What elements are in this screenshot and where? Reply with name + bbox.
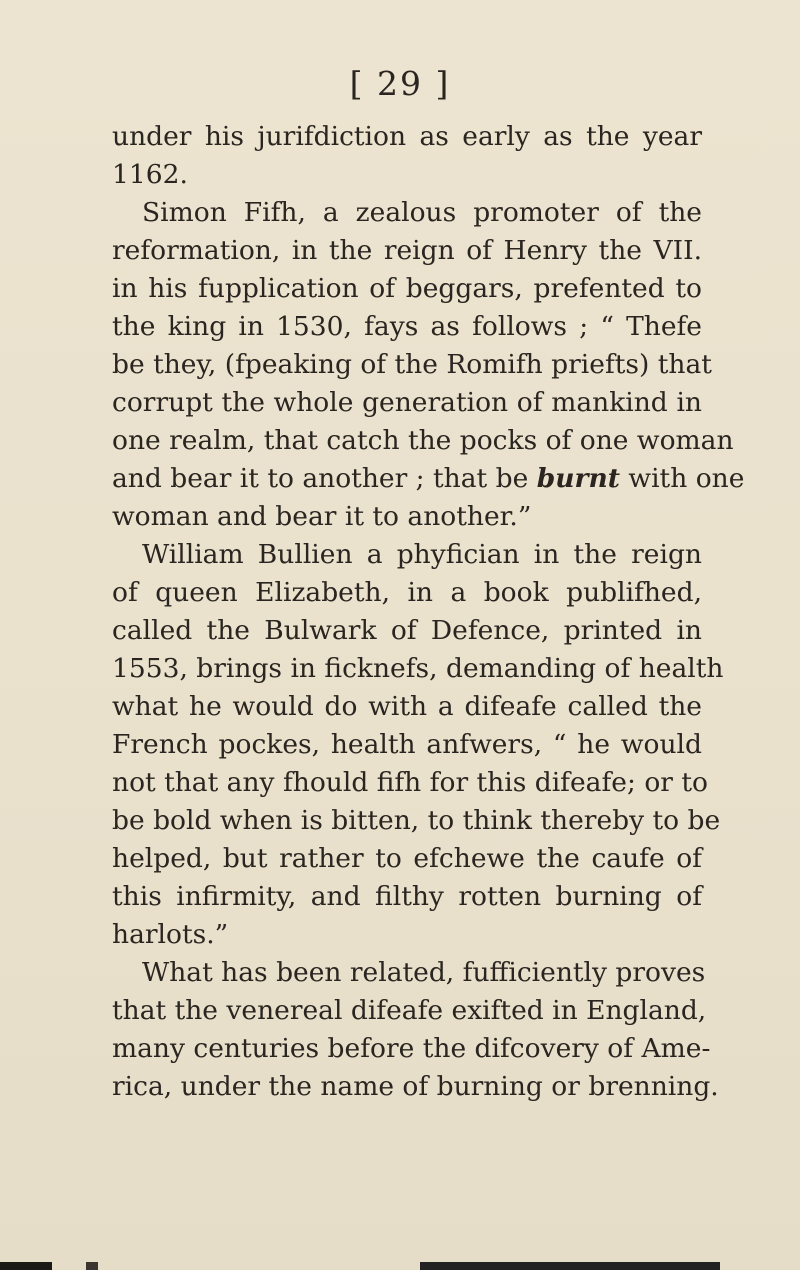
text-line: harlots.” <box>112 919 229 950</box>
body-text <box>112 118 745 1106</box>
text-line-with-emphasis <box>112 460 745 498</box>
text-line: in his fupplication of beggars, prefented to <box>112 273 702 304</box>
text-line: William Bullien a phyfician in the reign <box>142 539 702 570</box>
text-line: many centuries before the difcovery of Ame- <box>112 1033 711 1064</box>
text-segment: and bear it to another ; that be <box>112 463 529 494</box>
text-line: reformation, in the reign of Henry the VII. <box>112 235 702 266</box>
text-line: helped, but rather to efchewe the caufe of <box>112 843 702 874</box>
text-line: that the venereal difeafe exifted in England, <box>112 995 707 1026</box>
text-line: corrupt the whole generation of mankind in <box>112 387 702 418</box>
text-line: called the Bulwark of Defence, printed in <box>112 615 702 646</box>
text-line: what he would do with a difeafe called the <box>112 691 702 722</box>
page-number: [ 29 ] <box>349 64 451 103</box>
text-line: What has been related, fufficiently proves <box>142 957 706 988</box>
text-line: the king in 1530, fays as follows ; “ Thefe <box>112 311 702 342</box>
text-line: this infirmity, and filthy rotten burning of <box>112 881 702 912</box>
text-line: 1553, brings in ficknefs, demanding of health <box>112 653 724 684</box>
scan-edge-artifact <box>0 1262 800 1270</box>
emphasized-word: burnt <box>536 463 620 494</box>
text-line: not that any fhould fifh for this difeafe; or to <box>112 767 708 798</box>
text-line: Simon Fifh, a zealous promoter of the <box>142 197 702 228</box>
text-line: be they, (fpeaking of the Romifh priefts) that <box>112 349 712 380</box>
text-line: 1162. <box>112 159 188 190</box>
text-segment: with one <box>619 463 745 494</box>
text-line: one realm, that catch the pocks of one woman <box>112 425 734 456</box>
text-line: be bold when is bitten, to think thereby to be <box>112 805 721 836</box>
text-line: of queen Elizabeth, in a book publifhed, <box>112 577 702 608</box>
text-line: French pockes, health anfwers, “ he would <box>112 729 702 760</box>
text-line: woman and bear it to another.” <box>112 501 532 532</box>
text-line: under his jurifdiction as early as the year <box>112 121 702 152</box>
text-line: rica, under the name of burning or brenning. <box>112 1071 719 1102</box>
